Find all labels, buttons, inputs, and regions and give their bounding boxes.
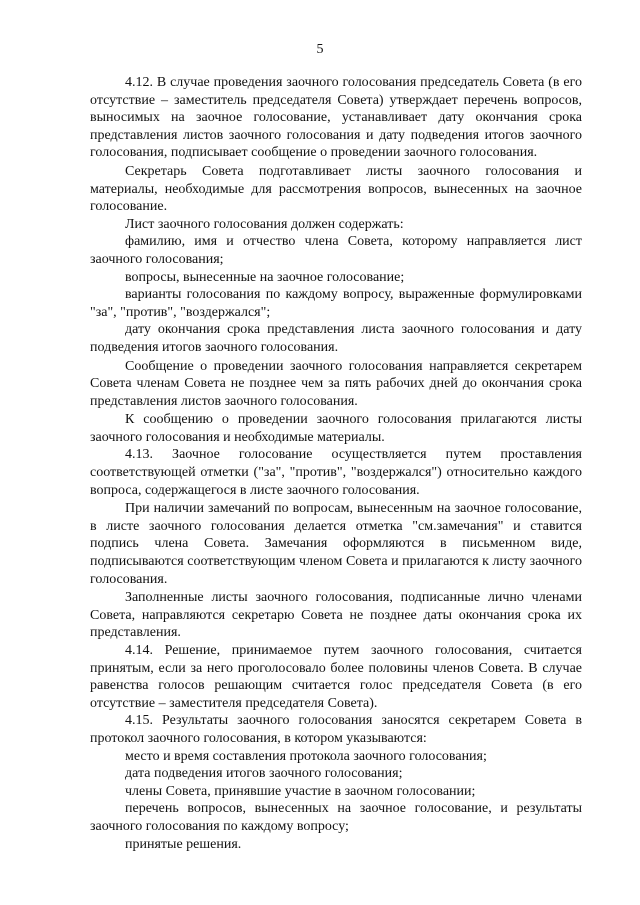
list-item-participants: члены Совета, принявшие участие в заочном голосовании; [125, 783, 476, 799]
document-body [90, 74, 582, 853]
list-item-questions: вопросы, вынесенные на заочное голосование; [125, 269, 405, 285]
list-item-questions-results: перечень вопросов, вынесенных на заочное голосование, и результаты заочного голосования по каждому вопросу; [90, 801, 582, 834]
list-item-deadline-dates: дату окончания срока представления листа заочного голосования и дату подведения итогов заочного голосования. [90, 322, 582, 355]
paragraph-4-14: 4.14. Решение, принимаемое путем заочного голосования, считается принятым, если за него проголосовало более половины членов Совета. В случае равенства голосов решающим считается голос председателя Совета (в его отсутствие – заместителя председателя Совета). [90, 643, 582, 711]
paragraph-ballot-contents-intro: Лист заочного голосования должен содержать: [125, 216, 404, 232]
paragraph-4-12: 4.12. В случае проведения заочного голосования председатель Совета (в его отсутствие – заместитель председателя Совета) утверждает перечень вопросов, выносимых на заочное голосование, устанавливает дату окончания срока представления листов заочного голосования и дату подведения итогов заочного голосования, подписывает сообщение о проведении заочного голосования. [90, 75, 582, 161]
paragraph-completed-ballots: Заполненные листы заочного голосования, подписанные лично членами Совета, направляются секретарю Совета не позднее даты окончания срока их представления. [90, 590, 582, 641]
paragraph-notice-attachments: К сообщению о проведении заочного голосования прилагаются листы заочного голосования и необходимые материалы. [90, 412, 582, 445]
paragraph-secretary-prepares: Секретарь Совета подготавливает листы заочного голосования и материалы, необходимые для рассмотрения вопросов, вынесенных на заочное голосование. [90, 163, 582, 215]
list-item-member-name: фамилию, имя и отчество члена Совета, которому направляется лист заочного голосования; [90, 234, 582, 267]
list-item-place-time: место и время составления протокола заочного голосования; [125, 748, 487, 764]
list-item-voting-options: варианты голосования по каждому вопросу, выраженные формулировками "за", "против", "воздержался"; [90, 287, 582, 320]
list-item-results-date: дата подведения итогов заочного голосования; [125, 766, 403, 782]
page-number: 5 [316, 42, 324, 57]
paragraph-4-13: 4.13. Заочное голосование осуществляется путем проставления соответствующей отметки ("за", "против", "воздержался") относительно каждого вопроса, содержащегося в листе заочного голосования. [90, 447, 582, 498]
paragraph-notice-sent: Сообщение о проведении заочного голосования направляется секретарем Совета членам Совета не позднее чем за пять рабочих дней до окончания срока представления листов заочного голосования. [90, 358, 582, 409]
paragraph-remarks: При наличии замечаний по вопросам, вынесенным на заочное голосование, в листе заочного голосования делается отметка "см.замечания" и ставится подпись члена Совета. Замечания оформляются в письменном виде, подписываются соответствующим членом Совета и прилагаются к листу заочного голосования. [90, 501, 582, 587]
list-item-decisions: принятые решения. [125, 836, 242, 852]
paragraph-4-15: 4.15. Результаты заочного голосования заносятся секретарем Совета в протокол заочного голосования, в котором указываются: [90, 713, 582, 746]
